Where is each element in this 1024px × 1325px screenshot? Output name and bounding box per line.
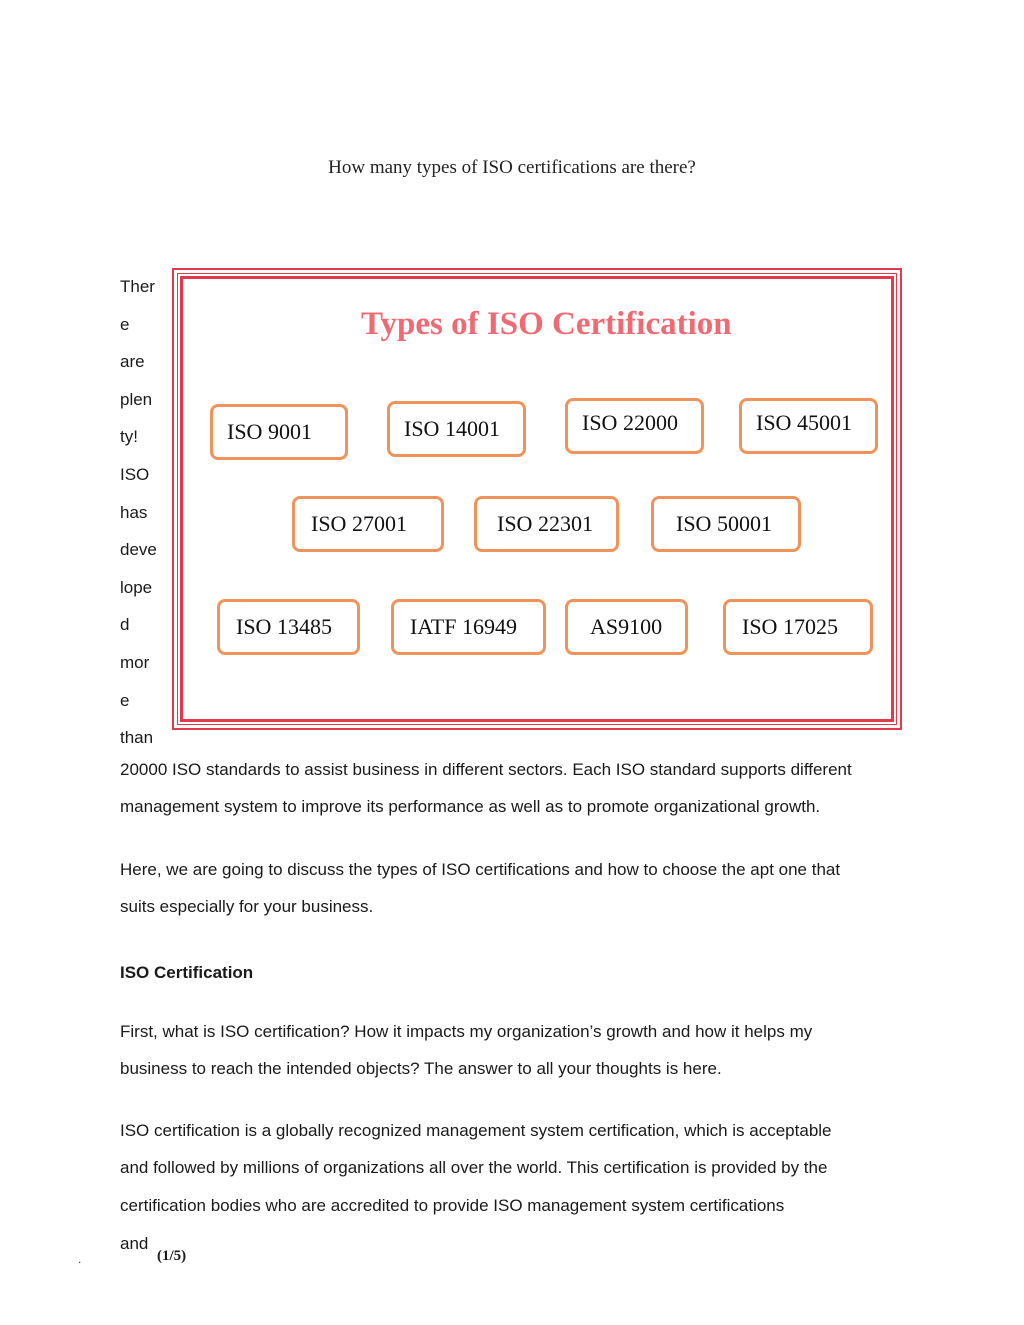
intro-fragment: deve bbox=[120, 540, 157, 560]
intro-fragment: has bbox=[120, 502, 148, 522]
intro-fragment: d bbox=[120, 615, 130, 635]
intro-fragment: mor bbox=[120, 652, 150, 672]
page-number: (1/5) bbox=[157, 1248, 187, 1264]
iso-box-22000: ISO 22000 bbox=[565, 398, 704, 454]
figure-title: Types of ISO Certification bbox=[361, 306, 732, 342]
intro-fragment: Ther bbox=[120, 277, 155, 296]
iso-box-17025: ISO 17025 bbox=[723, 599, 873, 655]
iso-box-22301: ISO 22301 bbox=[474, 496, 619, 552]
iso-box-50001: ISO 50001 bbox=[651, 496, 801, 552]
paragraph-4-line-1: ISO certification is a globally recognized management system certification, which is acceptable bbox=[120, 1121, 832, 1140]
intro-fragment: ISO bbox=[120, 464, 150, 484]
iso-box-9001: ISO 9001 bbox=[210, 404, 348, 460]
intro-fragment: are bbox=[120, 352, 145, 372]
intro-fragment: e bbox=[120, 314, 130, 334]
page-title: How many types of ISO certifications are there? bbox=[328, 157, 696, 178]
paragraph-1-line-2: management system to improve its performance as well as to promote organizational growth. bbox=[120, 797, 821, 816]
paragraph-2-line-2: suits especially for your business. bbox=[120, 897, 374, 916]
intro-fragment: ty! bbox=[120, 427, 138, 447]
iso-box-13485: ISO 13485 bbox=[217, 599, 360, 655]
iso-box-as9100: AS9100 bbox=[565, 599, 688, 655]
iso-box-27001: ISO 27001 bbox=[292, 496, 444, 552]
paragraph-1-line-1: 20000 ISO standards to assist business in different sectors. Each ISO standard supports different bbox=[120, 760, 852, 779]
iso-box-45001: ISO 45001 bbox=[739, 398, 878, 454]
intro-fragment: lope bbox=[120, 577, 153, 597]
intro-narrow-column bbox=[120, 268, 168, 757]
iso-box-14001: ISO 14001 bbox=[387, 401, 526, 457]
paragraph-3-line-1: First, what is ISO certification? How it impacts my organization’s growth and how it helps my bbox=[120, 1022, 813, 1041]
intro-fragment: than bbox=[120, 728, 154, 748]
paragraph-4-line-2: and followed by millions of organizations all over the world. This certification is provided by the bbox=[120, 1158, 828, 1177]
paragraph-4-line-3: certification bodies who are accredited to provide ISO management system certifications bbox=[120, 1196, 785, 1215]
intro-fragment: plen bbox=[120, 389, 153, 409]
paragraph-2-line-1: Here, we are going to discuss the types of ISO certifications and how to choose the apt one that bbox=[120, 860, 841, 879]
footer-dot: . bbox=[78, 1252, 82, 1266]
section-heading: ISO Certification bbox=[120, 963, 254, 982]
iso-box-iatf-16949: IATF 16949 bbox=[391, 599, 546, 655]
paragraph-4-line-4: and bbox=[120, 1234, 149, 1253]
paragraph-3-line-2: business to reach the intended objects? The answer to all your thoughts is here. bbox=[120, 1059, 722, 1078]
intro-fragment: e bbox=[120, 690, 130, 710]
